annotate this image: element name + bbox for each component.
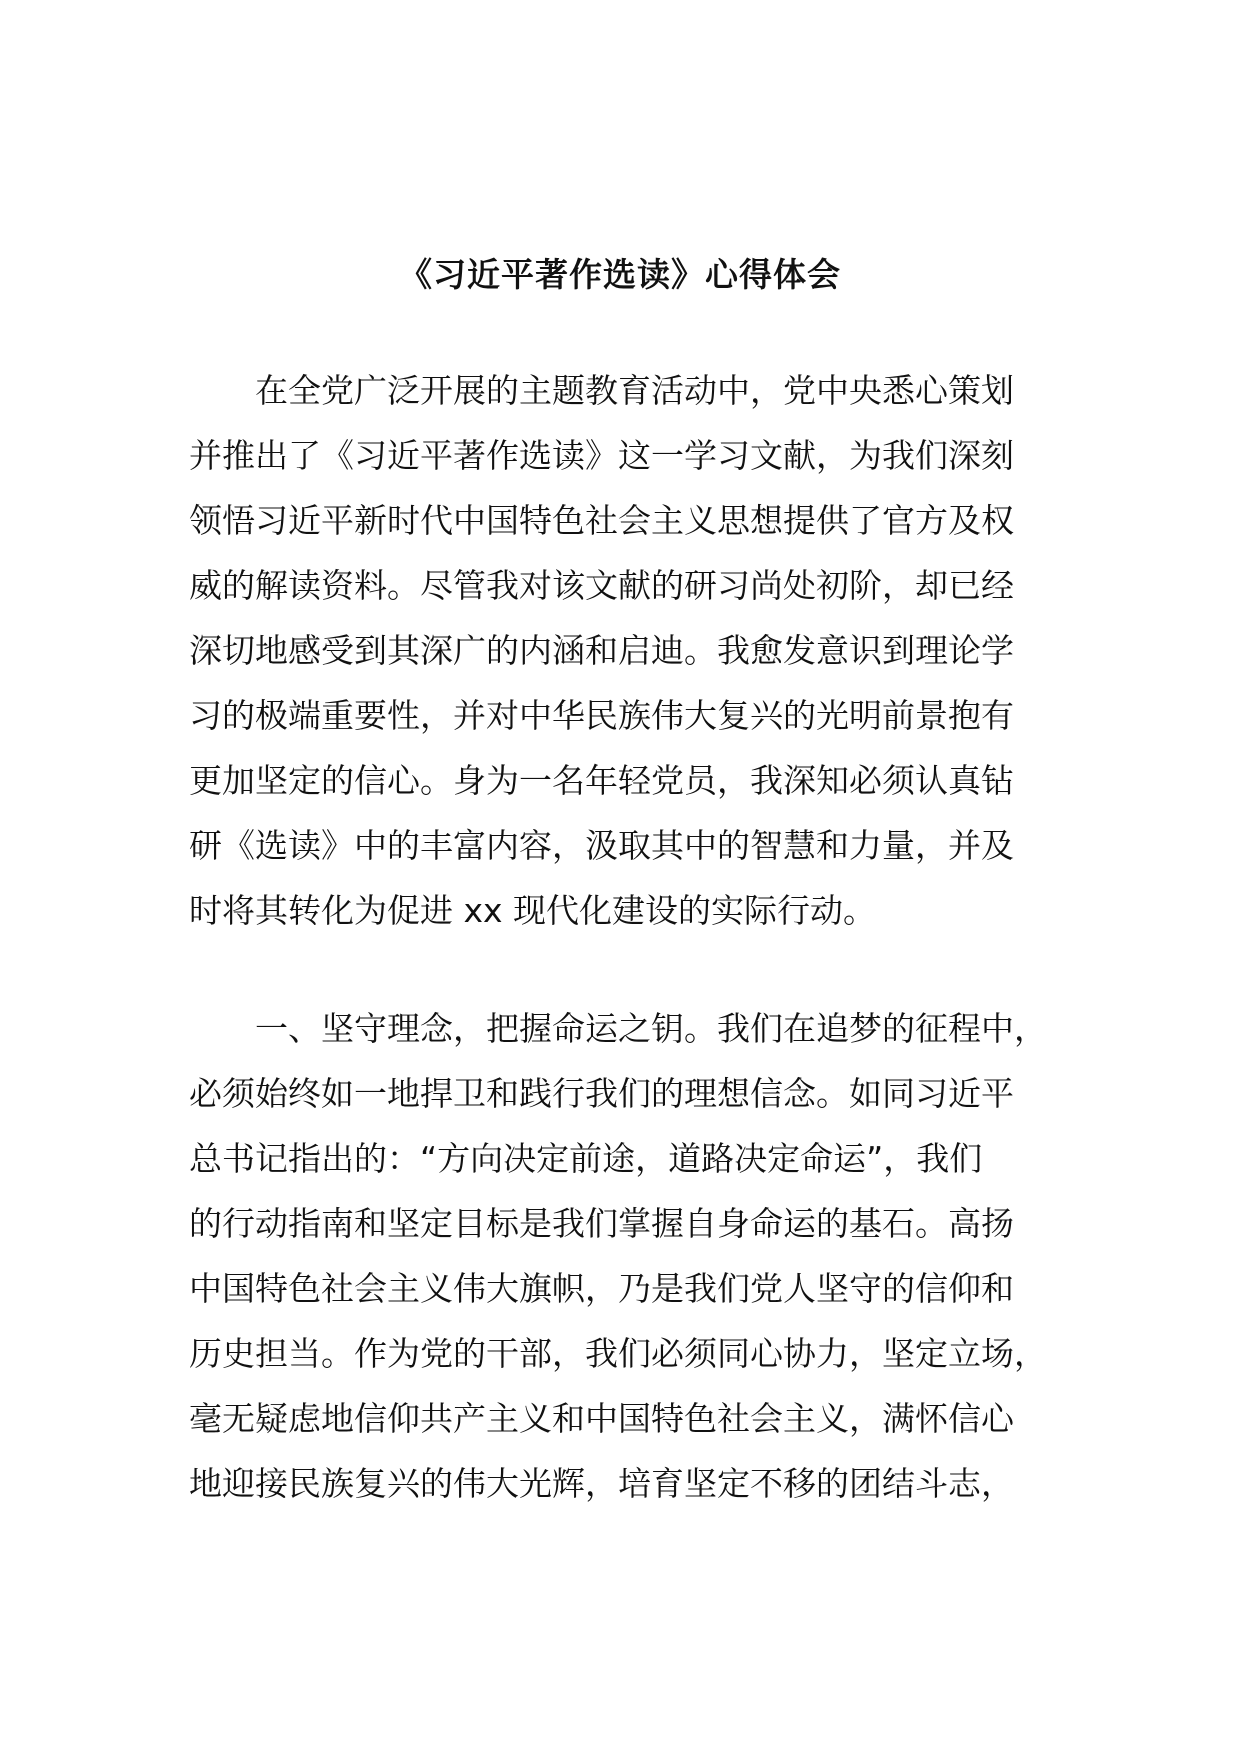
document-title: 《习近平著作选读》心得体会 bbox=[399, 255, 841, 294]
paragraph-line: 习的极端重要性，并对中华民族伟大复兴的光明前景抱有 bbox=[189, 696, 1014, 735]
paragraph-line: 总书记指出的：“方向决定前途，道路决定命运”，我们 bbox=[189, 1139, 983, 1178]
paragraph-line: 历史担当。作为党的干部，我们必须同心协力，坚定立场， bbox=[189, 1334, 1047, 1373]
paragraph-line: 威的解读资料。尽管我对该文献的研习尚处初阶，却已经 bbox=[189, 566, 1014, 605]
paragraph-line: 毫无疑虑地信仰共产主义和中国特色社会主义，满怀信心 bbox=[189, 1399, 1014, 1438]
paragraph-line: 深切地感受到其深广的内涵和启迪。我愈发意识到理论学 bbox=[189, 631, 1014, 670]
paragraph-line: 地迎接民族复兴的伟大光辉，培育坚定不移的团结斗志， bbox=[189, 1464, 1014, 1503]
paragraph-section-one bbox=[189, 996, 1069, 1516]
paragraph-line: 并推出了《习近平著作选读》这一学习文献，为我们深刻 bbox=[189, 436, 1014, 475]
paragraph-line: 时将其转化为促进 xx 现代化建设的实际行动。 bbox=[189, 891, 877, 930]
paragraph-line: 更加坚定的信心。身为一名年轻党员，我深知必须认真钻 bbox=[189, 761, 1014, 800]
paragraph-line: 中国特色社会主义伟大旗帜，乃是我们党人坚守的信仰和 bbox=[189, 1269, 1014, 1308]
paragraph-line: 研《选读》中的丰富内容，汲取其中的智慧和力量，并及 bbox=[189, 826, 1014, 865]
paragraph-line: 一、坚守理念，把握命运之钥。我们在追梦的征程中， bbox=[255, 1009, 1047, 1048]
paragraph-line: 领悟习近平新时代中国特色社会主义思想提供了官方及权 bbox=[189, 501, 1014, 540]
paragraph-intro bbox=[189, 358, 1069, 943]
paragraph-line: 必须始终如一地捍卫和践行我们的理想信念。如同习近平 bbox=[189, 1074, 1014, 1113]
paragraph-line: 的行动指南和坚定目标是我们掌握自身命运的基石。高扬 bbox=[189, 1204, 1014, 1243]
paragraph-line: 在全党广泛开展的主题教育活动中，党中央悉心策划 bbox=[255, 371, 1014, 410]
